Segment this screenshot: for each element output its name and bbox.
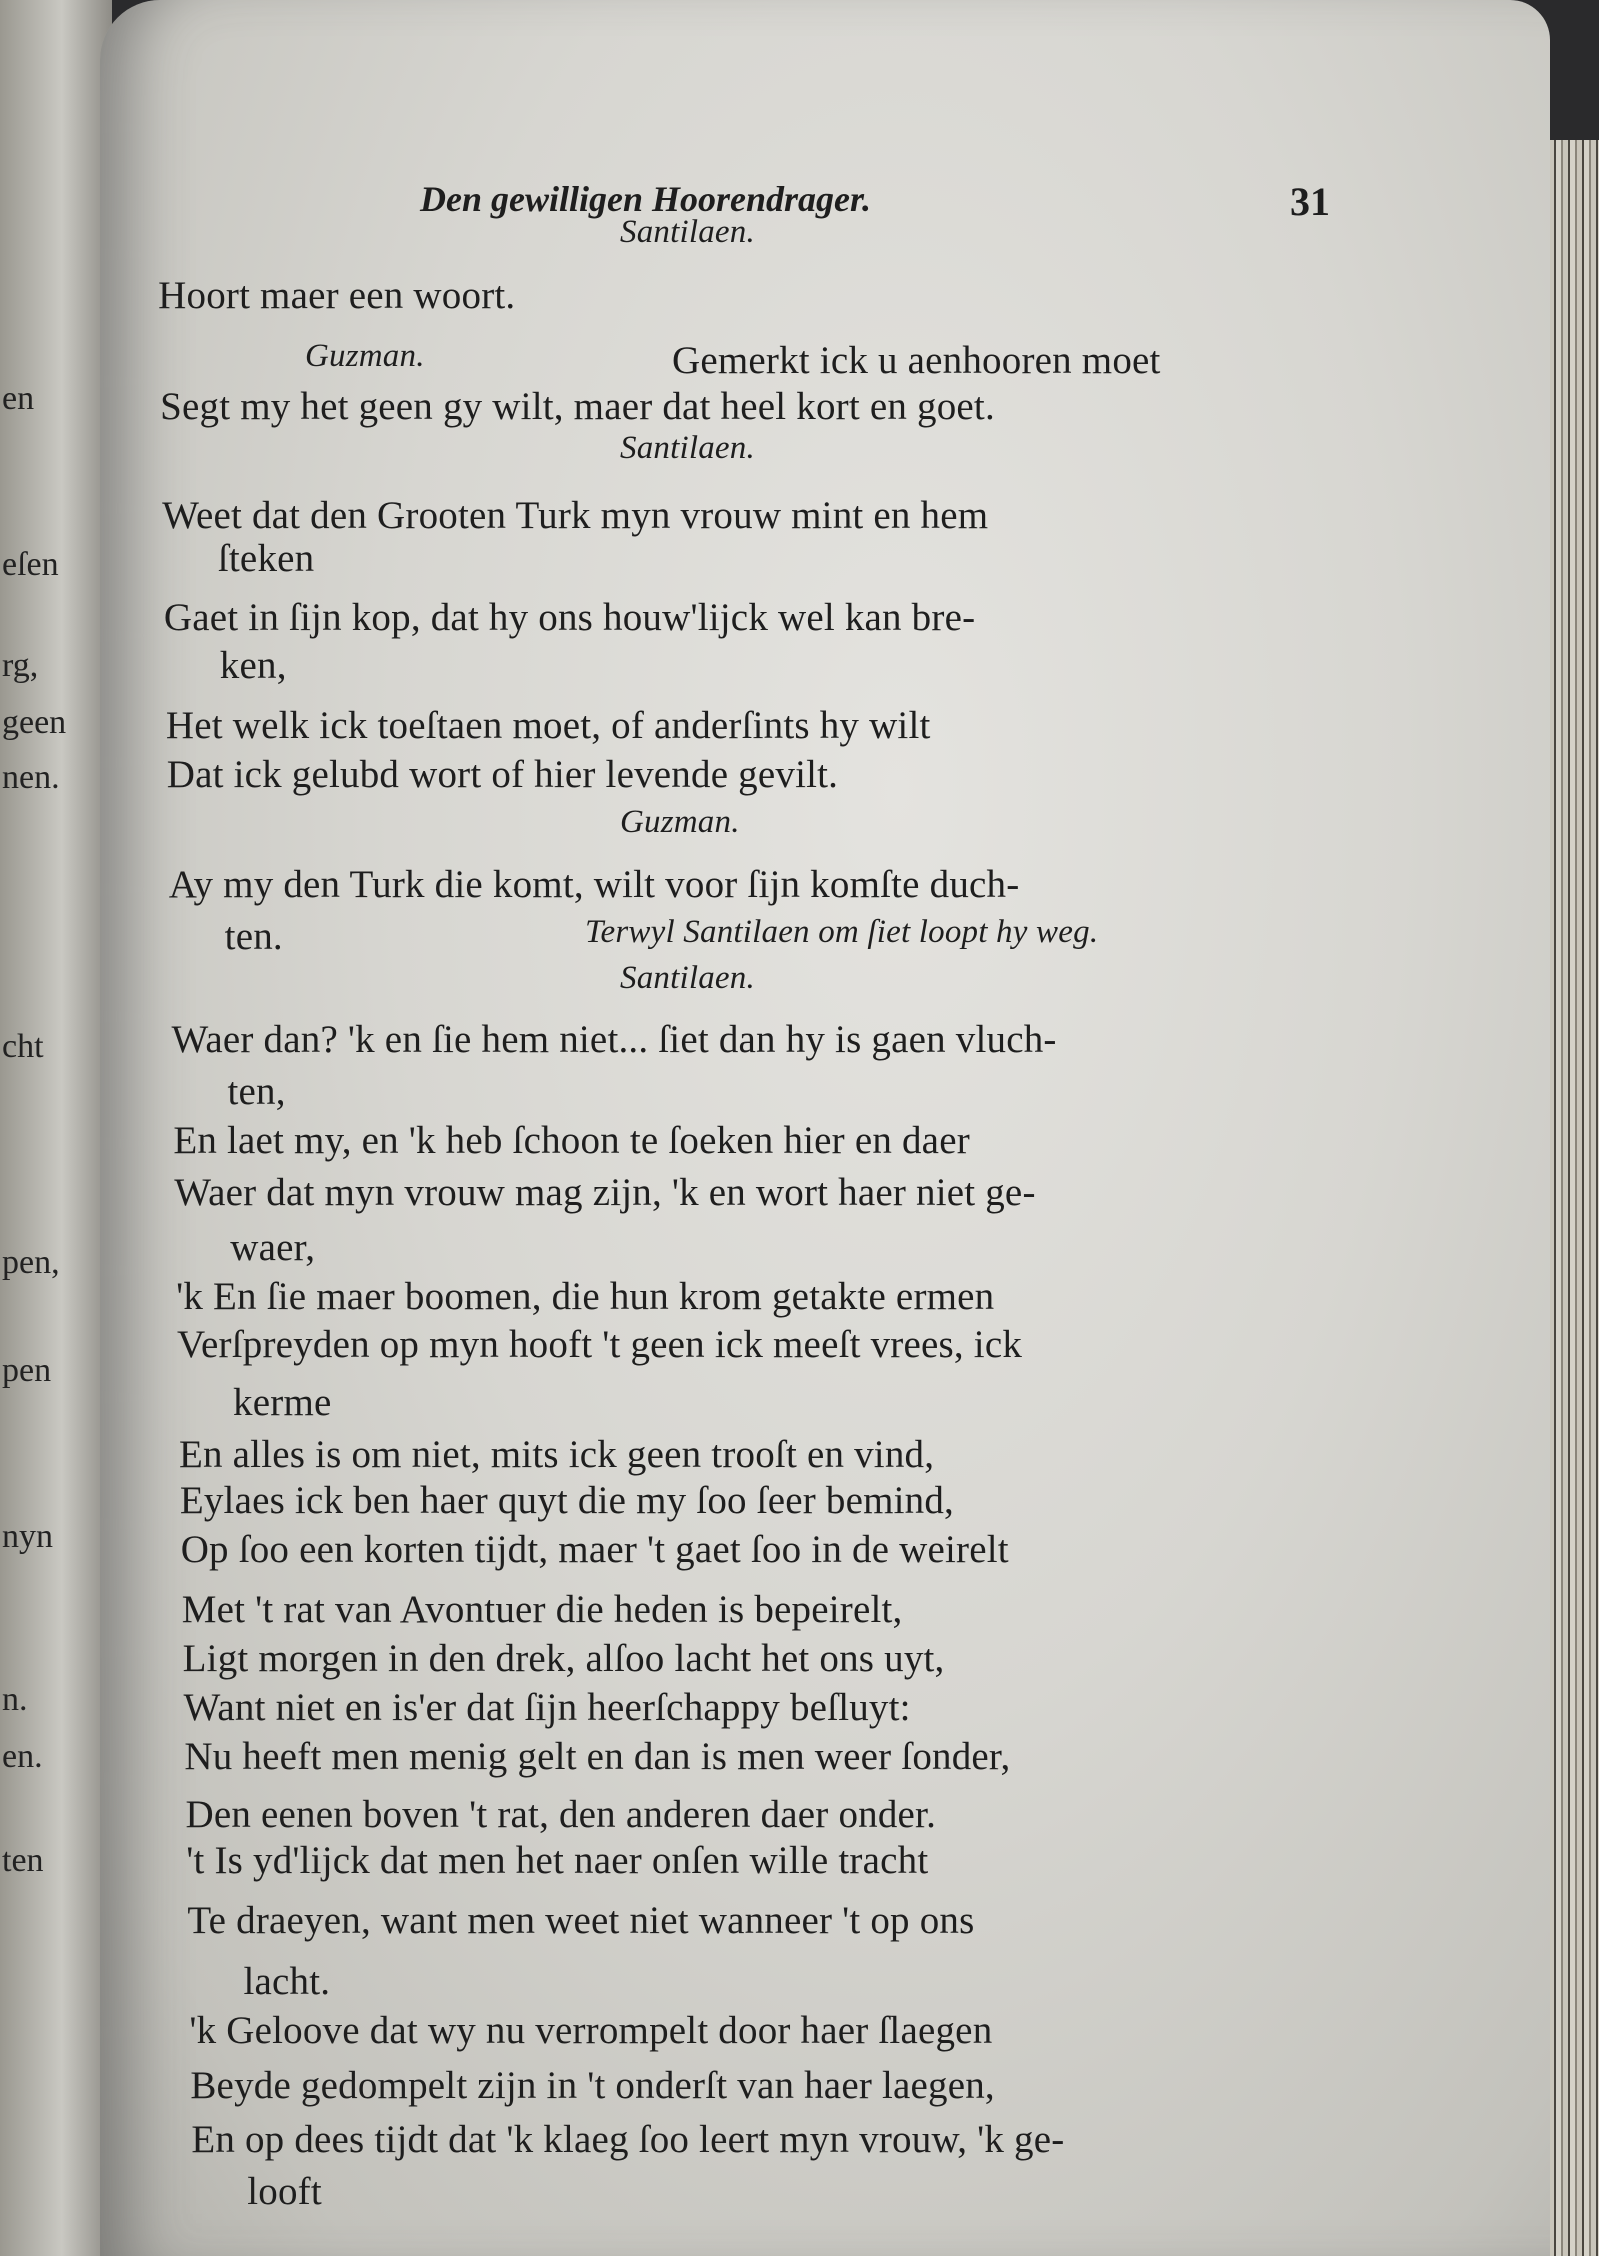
verse-continuation: ten. — [224, 915, 283, 958]
speaker-name: Guzman. — [305, 338, 425, 374]
verse-line: Eylaes ick ben haer quyt die my ſoo ſeer bemind, — [179, 1479, 955, 1522]
verse-line: 'k Geloove dat wy nu verrompelt door haer ſlaegen — [189, 2009, 993, 2052]
verse-line: En op dees tijdt dat 'k klaeg ſoo leert myn vrouw, 'k ge- — [191, 2118, 1065, 2161]
left-page-fragment: geen — [2, 704, 67, 741]
speaker-name: Santilaen. — [620, 214, 755, 250]
verse-continuation: ten, — [227, 1070, 286, 1113]
verse-continuation: lacht. — [243, 1960, 331, 2003]
verse-line: Weet dat den Grooten Turk myn vrouw mint en hem — [162, 494, 989, 537]
left-page-fragment: en — [2, 380, 35, 417]
verse-line: Den eenen boven 't rat, den anderen daer onder. — [185, 1793, 937, 1836]
verse-line: Gemerkt ick u aenhooren moet — [672, 339, 1161, 382]
verse-line: Nu heeft men menig gelt en dan is men weer ſonder, — [184, 1735, 1011, 1778]
speaker-name: Santilaen. — [620, 430, 755, 466]
left-page-fragment: eſen — [2, 546, 59, 583]
verse-line: Want niet en is'er dat ſijn heerſchappy beſluyt: — [183, 1686, 911, 1729]
left-page-fragment: n. — [2, 1681, 28, 1718]
verse-line: Ay my den Turk die komt, wilt voor ſijn komſte duch- — [168, 863, 1020, 906]
verse-continuation: ken, — [219, 644, 287, 687]
verse-line: En laet my, en 'k heb ſchoon te ſoeken hier en daer — [173, 1119, 970, 1162]
verse-continuation: waer, — [230, 1226, 316, 1269]
speaker-name: Santilaen. — [620, 960, 755, 996]
verse-line: Segt my het geen gy wilt, maer dat heel kort en goet. — [160, 385, 995, 428]
verse-line: Met 't rat van Avontuer die heden is bepeirelt, — [181, 1588, 903, 1631]
verse-continuation: ſteken — [217, 537, 315, 580]
verse-continuation: looft — [247, 2170, 322, 2213]
page-number: 31 — [1290, 179, 1330, 224]
stage-direction: Terwyl Santilaen om ſiet loopt hy weg. — [585, 914, 1099, 950]
left-page-fragment: cht — [2, 1028, 44, 1065]
verse-line: Beyde gedompelt zijn in 't onderſt van haer laegen, — [190, 2064, 995, 2107]
verse-line: Te draeyen, want men weet niet wanneer 't op ons — [187, 1899, 975, 1942]
speaker-name: Guzman. — [620, 804, 740, 840]
verse-line: Op ſoo een korten tijdt, maer 't gaet ſoo in de weirelt — [180, 1528, 1009, 1571]
verse-line: Het welk ick toeſtaen moet, of anderſints hy wilt — [165, 704, 931, 747]
verse-line: En alles is om niet, mits ick geen trooſt en vind, — [178, 1433, 935, 1476]
left-page-fragment: rg, — [2, 647, 39, 684]
verse-line: Waer dan? 'k en ſie hem niet... ſiet dan hy is gaen vluch- — [171, 1018, 1057, 1061]
left-page-fragment: nyn — [2, 1518, 53, 1555]
left-page-fragment: ten — [2, 1842, 44, 1879]
verse-line: Hoort maer een woort. — [158, 274, 516, 317]
verse-continuation: kerme — [233, 1381, 332, 1424]
left-page-fragment: en. — [2, 1738, 43, 1775]
facing-left-page — [0, 0, 112, 2256]
verse-line: 'k En ſie maer boomen, die hun krom getakte ermen — [176, 1275, 995, 1318]
verse-line: Waer dat myn vrouw mag zijn, 'k en wort haer niet ge- — [174, 1171, 1036, 1214]
left-page-fragment: pen — [2, 1352, 52, 1389]
verse-line: Verſpreyden op myn hooft 't geen ick meeſt vrees, ick — [177, 1323, 1023, 1366]
verse-line: Gaet in ſijn kop, dat hy ons houw'lijck wel kan bre- — [163, 596, 976, 639]
left-page-fragment: nen. — [2, 759, 60, 796]
verse-line: 't Is yd'lijck dat men het naer onſen wille tracht — [186, 1839, 929, 1882]
left-page-fragment: pen, — [2, 1244, 60, 1281]
verse-line: Dat ick gelubd wort of hier levende gevilt. — [166, 753, 839, 796]
running-title: Den gewilligen Hoorendrager. — [420, 179, 872, 219]
verse-line: Ligt morgen in den drek, alſoo lacht het ons uyt, — [182, 1637, 945, 1680]
